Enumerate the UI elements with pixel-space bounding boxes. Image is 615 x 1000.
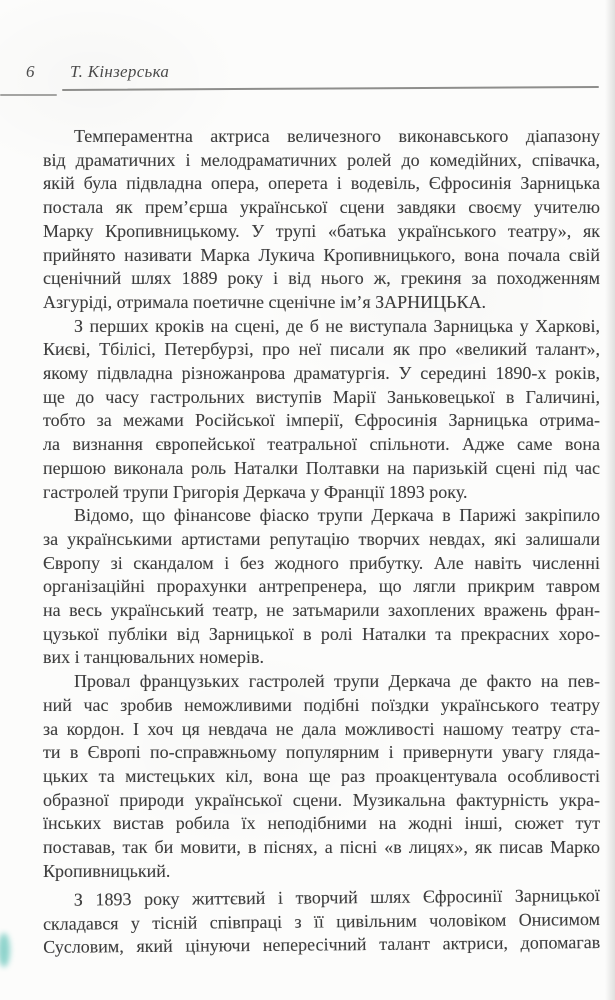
text-line: Європу зі скандалом і без жодного прибутку. Але навіть численні [43, 552, 600, 573]
text-line: Азгуріді, отримала поетичне сценічне ім’я ЗАРНИЦЬКА. [43, 291, 486, 312]
text-line: ний час зробив неможливими подібні поїздки українського театру [43, 694, 600, 715]
page-number: 6 [26, 62, 35, 81]
scan-smudge-artifact [0, 933, 10, 967]
text-line: поставав, так би мовити, в піснях, а пісні «в лицях», як писав Марко [43, 837, 600, 858]
text-line: Відомо, що фінансове фіаско трупи Деркача в Парижі закріпило [74, 505, 600, 526]
paragraph [43, 884, 601, 960]
text-line: від драматичних і мелодраматичних ролей до комедійних, співачка, [43, 149, 600, 170]
running-title: Т. Кінзерська [70, 62, 170, 81]
text-line: за українськими артистами репутацію творчих невдах, які залишали [43, 528, 600, 549]
text-line: Кропивницький. [43, 860, 171, 881]
text-line: на весь український театр, не затьмарили захоплених вражень фран- [43, 600, 600, 621]
text-line: ти в Європі по-справжньому популярним і привернути увагу гляда- [43, 742, 600, 763]
page-edge-shadow [605, 0, 615, 1000]
paragraph [43, 315, 600, 505]
text-line: З перших кроків на сцені, де б не виступала Зарницька у Харкові, [74, 315, 600, 336]
text-line: складався у тісній співпраці з її цивільним чоловіком Онисимом [42, 908, 601, 934]
text-line: якому підвладна різножанрова драматургія. У середині 1890-х років, [43, 363, 600, 384]
text-line: образної природи української сцени. Музикальна фактурність укра- [43, 789, 600, 810]
text-line: прийнято називати Марка Лукича Кропивницького, вона почала свій [43, 244, 600, 265]
text-line: ла визнання європейської театральної спільноти. Адже саме вона [43, 434, 600, 455]
header-rule-pagenum [0, 94, 57, 96]
text-line: тобто за межами Російської імперії, Єфросинія Зарницька отрима- [43, 410, 600, 431]
text-line: ще до часу гастрольних виступів Марії Заньковецької в Галичині, [43, 386, 600, 407]
text-line: вих і танцювальних номерів. [43, 647, 264, 668]
paragraph [43, 504, 600, 670]
text-line: З 1893 року життєвий і творчий шлях Єфросинії Зарницької [73, 884, 600, 910]
text-line: за кордон. І хоч ця невдача не дала можливості нашому театру ста- [43, 718, 600, 739]
text-line: якій була підвладна опера, оперета і водевіль, Єфросинія Зарницька [43, 173, 600, 194]
text-line: цузької публіки від Зарницької в ролі Наталки та прекрасних хоро- [43, 623, 600, 644]
paragraph [43, 125, 600, 315]
text-line: Києві, Тбілісі, Петербурзі, про неї писали як про «великий талант», [43, 339, 600, 360]
text-line: гастролей трупи Григорія Деркача у Франції 1893 року. [43, 481, 468, 502]
text-line: постала як прем’єрша української сцени завдяки своєму учителю [43, 197, 600, 218]
text-line: організаційні прорахунки антрепренера, що лягли прикрим тавром [43, 576, 600, 597]
text-line: Марку Кропивницькому. У трупі «батька українського театру», як [43, 220, 600, 241]
header-rule [62, 86, 599, 91]
page-body [43, 125, 600, 955]
text-line: Провал французьких гастролей трупи Деркача де факто на пев- [74, 671, 600, 692]
text-line: Сусловим, який цінуючи непересічний талант актриси, допомагав [43, 931, 601, 957]
paragraph [43, 670, 600, 883]
text-line: першою виконала роль Наталки Полтавки на паризькій сцені під час [43, 457, 600, 478]
text-line: Темпераментна актриса величезного виконавського діапазону [74, 126, 600, 146]
text-line: цьких та мистецьких кіл, вона ще раз проакцентувала особливості [43, 765, 600, 786]
text-line: їнських вистав робила їх неподібними на жодні інші, сюжет тут [43, 813, 600, 834]
text-line: сценічний шлях 1889 року і від нього ж, грекиня за походженням [43, 268, 600, 289]
